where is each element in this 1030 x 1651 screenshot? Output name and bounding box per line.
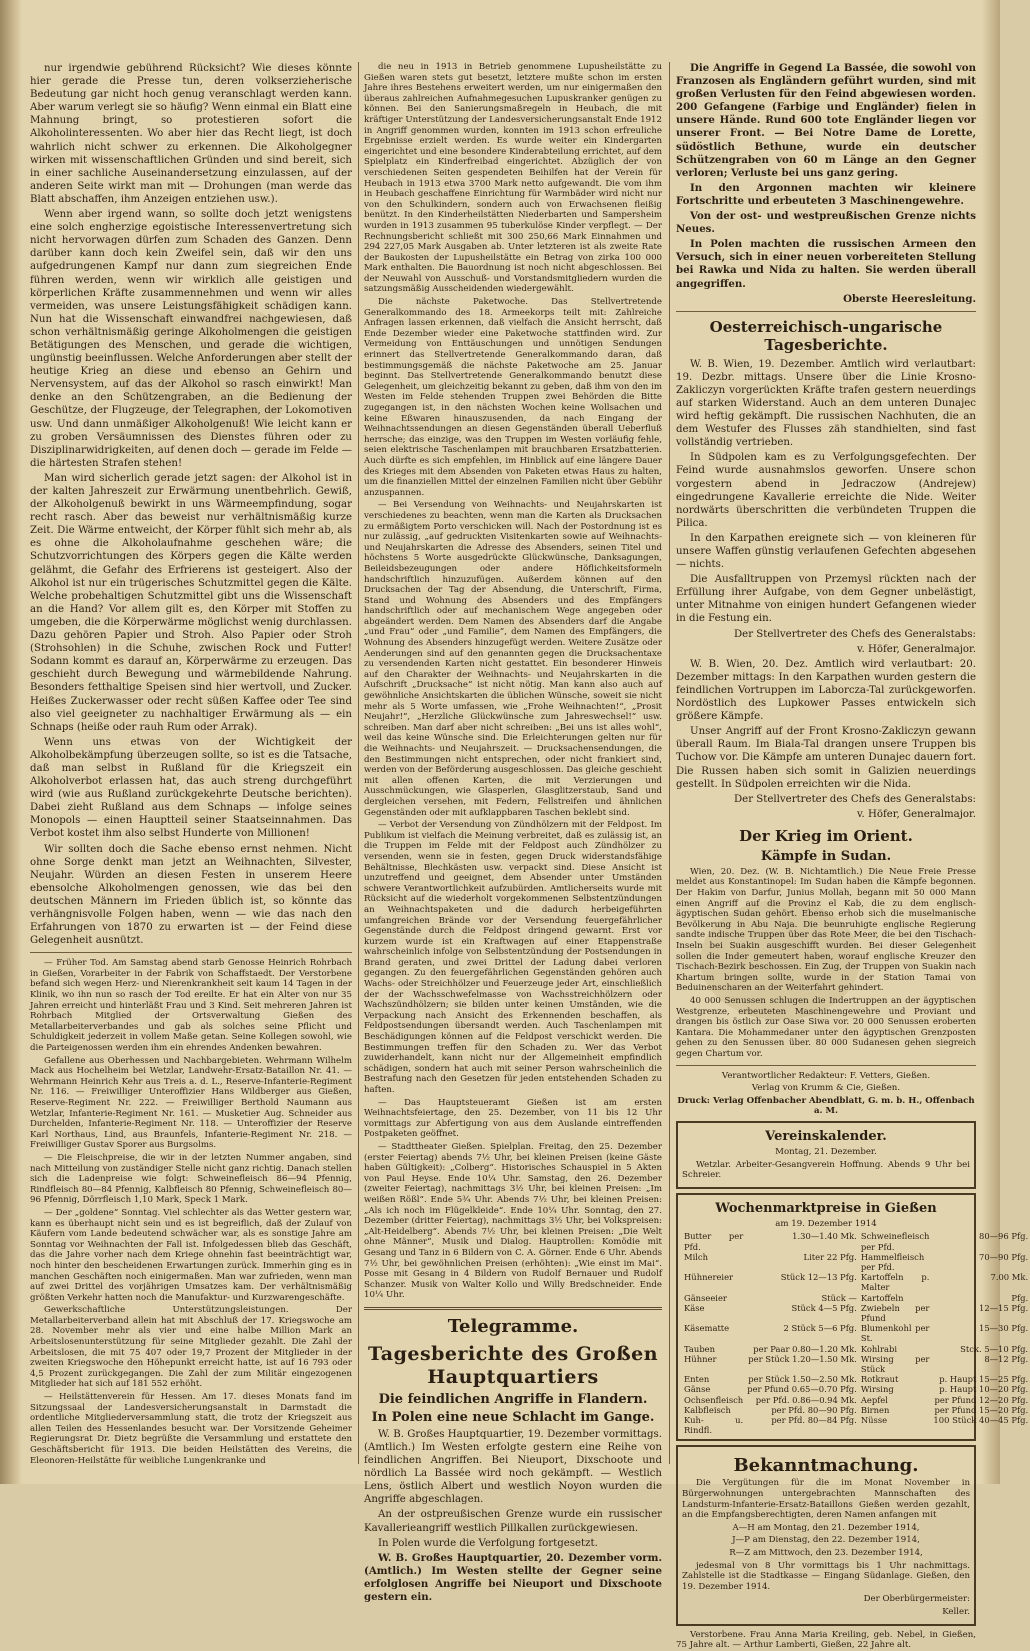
report-paragraph: In den Karpathen ereignete sich — von kleineren für unsere Waffen günstig verlaufenen Gefechten abgesehen — nichts. bbox=[676, 532, 976, 571]
market-price-row bbox=[682, 1252, 1030, 1272]
announcement-line: J—P am Dienstag, den 22. Dezember 1914, bbox=[732, 1535, 920, 1546]
report-paragraph: Wien, 20. Dez. (W. B. Nichtamtlich.) Die Neue Freie Presse meldet aus Konstantinopel: Im Sudan haben die Kämpfe begonnen. Der Hakim von Darfur, Junius Mollah, begann mit 50 000 Mann einen Angriff auf die Provinz el Kab, die zu dem englisch-ägyptischen Sudan gehört. Ebenso erhob sich die muselmanische Bevölkerung in Abu Naja. Die beunruhigte englische Regierung sandte indische Truppen über das Rote Meer, die bei den Tischach-Inseln bei Suakin ausgeschifft wurden. Bei dieser Gelegenheit sollen die Inder gemeutert haben, worauf englische Kreuzer den Tischach-Bezirk beschossen. Ein Zug, der Truppen von Suakin nach Khartum bringen sollte, wurde in der Station Tamai von Beduinenscharen an der Weiterfahrt gehindert. bbox=[676, 866, 976, 994]
market-item: Ochsenfleisch bbox=[684, 1394, 744, 1405]
market-price-row bbox=[682, 1344, 1030, 1354]
club-calendar-box bbox=[676, 1121, 976, 1189]
signature: v. Höfer, Generalmajor. bbox=[856, 808, 976, 820]
headquarters-heading: Tagesberichte des Großen Hauptquartiers bbox=[367, 1342, 659, 1388]
announcement-signature: Der Oberbürgermeister: bbox=[863, 1594, 970, 1605]
signature: Der Stellvertreter des Chefs des Generalstabs: bbox=[734, 793, 976, 805]
column-1 bbox=[30, 62, 352, 1466]
market-item: Wirsing bbox=[860, 1384, 894, 1395]
imprint-editor: Verantwortlicher Redakteur: F. Vetters, Gießen. bbox=[721, 1070, 931, 1081]
market-price: per Pfd. 0.86—0.94 Mk. bbox=[755, 1394, 857, 1405]
market-item: Rotkraut bbox=[860, 1374, 899, 1385]
market-item: Wirsing per Stück bbox=[860, 1353, 930, 1374]
market-price: 15—30 Pfg. bbox=[979, 1323, 1029, 1334]
market-price-row bbox=[682, 1405, 1030, 1415]
market-price-row bbox=[682, 1415, 1030, 1435]
column-rule bbox=[669, 62, 670, 1464]
market-item: Käse bbox=[684, 1302, 705, 1313]
telegrams-heading: Telegramme. bbox=[447, 1315, 579, 1337]
report-paragraph: W. B. Wien, 20. Dez. Amtlich wird verlautbart: 20. Dezember mittags: In den Karpathen wurden gestern die feindlichen Vortruppen im Laborcza-Tal zurückgeworfen. Nordöstlich des Lupkower Passes entwickeln sich größere Kämpfe. bbox=[676, 658, 976, 723]
market-price: 12—15 Pfg. bbox=[979, 1302, 1029, 1313]
market-price: per Pfd. 80—84 Pfg. bbox=[771, 1414, 857, 1425]
market-prices-box bbox=[676, 1193, 1029, 1442]
news-item: — Die Fleischpreise, die wir in der letzten Nummer angaben, sind nach Mitteilung von zuständiger Stelle nicht ganz richtig. Danach stellen sich die Ladenpreise wie folgt: Schweinefleisch 86—94 Pfennig, Rindfleisch 80—84 Pfennig, Kalbfleisch 80 Pfennig, Schweinefleisch 80—96 Pfennig, Dörrfleisch 1,10 Mark, Speck 1 Mark. bbox=[30, 1152, 352, 1206]
market-price: p. Haupt 10—20 Pfg. bbox=[939, 1384, 1029, 1395]
austria-hungary-heading: Oesterreichisch-ungarische Tagesberichte. bbox=[709, 317, 943, 354]
market-price: 70—90 Pfg. bbox=[979, 1251, 1029, 1262]
market-item: Aepfel bbox=[860, 1394, 888, 1405]
news-item: — Heilstättenverein für Hessen. Am 17. dieses Monats fand im Sitzungssaal der Landesversicherungsanstalt in Darmstadt die ordentliche Mitgliederversammlung statt, die trotz der Kriegszeit aus allen Teilen des Hessenlandes besucht war. Der Vorsitzende Geheimer Regierungsrat Dr. Dietz begrüßte die Versammlung und erstattete den Geschäftsbericht für 1913. Die beiden Heilstätten des Vereins, die Eleonoren-Heilstätte für weibliche Lungenkranke und bbox=[30, 1392, 352, 1466]
column-rule bbox=[358, 62, 359, 1464]
market-price: Stück 12—13 Pfg. bbox=[780, 1272, 857, 1283]
report-paragraph: In Polen machten die russischen Armeen den Versuch, sich in einer neuen vorbereiteten Stellung bei Rawka und Nida zu halten. Sie werden überall angegriffen. bbox=[676, 238, 976, 290]
market-item: Milch bbox=[684, 1251, 709, 1262]
report-paragraph: Unser Angriff auf der Front Krosno-Zakliczyn gewann überall Raum. Im Biala-Tal drangen unsere Truppen bis Tuchow vor. Die Kämpfe am unteren Dunajec dauern fort. Die Russen haben sich somit in Galizien neuerdings gestellt. In Südpolen erreichten wir die Nida. bbox=[676, 726, 976, 790]
market-item: Gänse bbox=[684, 1384, 711, 1395]
club-calendar-title: Vereinskalender. bbox=[765, 1128, 887, 1144]
report-paragraph: Die Angriffe in Gegend La Bassée, die sowohl von Franzosen als Engländern geführt wurden, sind mit großen Verlusten für den Feind abgewiesen worden. 200 Gefangene (Farbige und Engländer) fielen in unsere Hände. Rund 600 tote Engländer liegen vor unserer Front. — Bei Notre Dame de Lorette, südöstlich Bethune, wurde ein deutscher Schützengraben von 60 m Länge an den Gegner verloren; Verluste bei uns ganz gering. bbox=[676, 62, 976, 179]
news-item: — Früher Tod. Am Samstag abend starb Genosse Heinrich Rohrbach in Gießen, Vorarbeiter in der Fabrik von Schaffstaedt. Der Verstorbene befand sich wegen Herz- und Nierenkrankheit seit kaum 14 Tagen in der Klinik, wo ihn nun so rasch der Tod ereilte. Er hat ein Alter von nur 35 Jahren erreicht und hinterläßt Frau und 3 Kind. Seit mehreren Jahren ist Rohrbach Mitglied der Ortsverwaltung Gießen des Metallarbeiterverbandes und gab als solches seine Pflicht und Schuldigkeit jederzeit in vollem Maße getan. Seine Kollegen sowohl, wie die Parteigenossen werden ihm ein ehrendes Andenken bewahren. bbox=[30, 958, 352, 1054]
report-paragraph: In Südpolen kam es zu Verfolgungsgefechten. Der Feind wurde ausnahmslos geworfen. Unsere schon vorgestern abend in Jedraczow (Andrejew) eingedrungene Kavallerie erreichte die Nide. Weiter nordwärts überschritten die verbündeten Truppen die Pilica. bbox=[676, 452, 976, 529]
market-price: 7.00 Mk. bbox=[990, 1272, 1029, 1283]
subheading: In Polen eine neue Schlacht im Gange. bbox=[371, 1409, 655, 1425]
article-paragraph: nur irgendwie gebührend Rücksicht? Wie dieses könnte hier gerade die Presse tun, deren volkserzieherische Bedeutung gar nicht hoch genug veranschlagt werden kann. Aber warum verlegt sie so häufig? Wenn einmal ein Blatt eine Mahnung bringt, so protestieren sofort die Alkoholinteressenten. Wo aber hier das Recht liegt, ist doch wahrlich nicht schwer zu erkennen. Die Alkoholgegner wirken mit wissenschaftlichen Gründen und sind bereit, sich in einer sachliche Auseinandersetzung einzulassen, auf der anderen Seite wirkt man mit — Drohungen (man werde das Blatt abschaffen, ihm Anzeigen entziehen usw.). bbox=[30, 63, 352, 205]
market-price: per Stück 1.20—1.50 Mk. bbox=[748, 1353, 857, 1364]
news-item: — Der „goldene“ Sonntag. Viel schlechter als das Wetter gestern war, kann es überhaupt nicht sein und es ist begreiflich, daß der Zulauf von Käufern vom Lande bedeutend schwächer war, als es sonstige Jahre am Sonntag vor Weihnachten der Fall ist. Infolgedessen blieb das Geschäft, das die Jahre vorher nach dem Kriege ohnehin fast beeinträchtigt war, noch hinter den bescheidenen Erwartungen zurück. Immerhin ging es in manchen Geschäften noch einigermaßen. Man war zufrieden, wenn man auf zwei Drittel des vorjährigen Umsatzes kam. Der verhältnismäßig größten Verkehr hatten noch die Manufaktur- und Kurzwarengeschäfte. bbox=[30, 1207, 352, 1303]
announcement-signature: Keller. bbox=[942, 1606, 970, 1617]
market-price: per Pfd. 80—90 Pfg. bbox=[771, 1404, 857, 1415]
market-item: Enten bbox=[684, 1374, 710, 1385]
article-paragraph: Wir sollten doch die Sache ebenso ernst nehmen. Nicht ohne Sorge denkt man jetzt an Weihnachten, Silvester, Neujahr. Würden an diesen Festen in unserem Heere ebensolche Alkoholmengen genossen, wie das bei den deutschen Männern im Frieden üblich ist, so könnte das verhängnisvolle Folgen haben, wenn — wie das nach den Erfahrungen von 1870 zu erwarten ist — der Feind diese Gelegenheit ausnützt. bbox=[30, 843, 352, 947]
market-price: Pfg. bbox=[1011, 1292, 1029, 1303]
market-item: Kuh- u. Rindfl. bbox=[684, 1414, 744, 1436]
market-price: 80—96 Pfg. bbox=[979, 1231, 1029, 1242]
subheading: Die feindlichen Angriffe in Flandern. bbox=[378, 1391, 648, 1407]
market-item: Hühnereier bbox=[684, 1272, 734, 1283]
news-item: — Stadttheater Gießen. Spielplan. Freitag, den 25. Dezember (erster Feiertag) abends 7½ Uhr, bei kleinen Preisen (keine Gäste haben Gültigkeit): „Colberg“. Historisches Schauspiel in 5 Akten von Paul Heyse. Ende 10¼ Uhr. Samstag, den 26. Dezember (zweiter Feiertag), nachmittags 3½ Uhr, bei kleinen Preisen: „Im weißen Rößl“. Ende 5¾ Uhr. Abends 7½ Uhr, bei kleinen Preisen: „Als ich noch im Flügelkleide“. Ende 10¼ Uhr. Sonntag, den 27. Dezember (dritter Feiertag), nachmittags 3½ Uhr, bei Volkspreisen: „Alt-Heidelberg“. Abends 7½ Uhr, bei kleinen Preisen: „Die Welt ohne Männer“, Musik und Dialog. Hauptrollen: Komödie mit Gesang und Tanz in 6 Bildern von C. A. Görner. Ende 6 Uhr. Abends 7½ Uhr, bei gewöhnlichen Preisen (erhöhten): „Wie einst im Mai“. Posse mit Gesang in 4 Bildern von Rudolf Bernauer und Rudolf Schanzer. Musik von Walter Kollo und Willy Bredschneider. Ende 10¼ Uhr. bbox=[364, 1141, 662, 1301]
report-paragraph: In den Argonnen machten wir kleinere Fortschritte und erbeuteten 3 Maschinengewehre. bbox=[676, 181, 976, 207]
market-item: Kartoffeln p. Malter bbox=[860, 1272, 930, 1293]
imprint-publisher: Verlag von Krumm & Cie, Gießen. bbox=[751, 1083, 901, 1094]
article-paragraph: Man wird sicherlich gerade jetzt sagen: der Alkohol ist in der kalten Jahreszeit zur Erwärmung unentbehrlich. Gewiß, der Alkoholgenuß bewirkt in uns Wärmeempfindung, sogar recht rasch. Aber das beweist nur verhältnismäßig kurze Zeit. Die Wärme entweicht, der Körper fühlt sich mehr ab, als es ohne die Alkoholaufnahme geschehen wäre; die Schutzvorrichtungen des Körpers gegen die Kälte werden gelähmt, die Gefahr des Erfrierens ist gesteigert. Also der Alkohol ist nur ein trügerisches Schutzmittel gegen die Kälte. Welche probehaltigen Schutzmittel gibt uns die Wissenschaft an die Hand? Vor allem gilt es, den Körper mit Stoffen zu umgeben, die die Körperwärme möglichst wenig durchlassen. Dazu gehören Papier und Stroh. Also Papier oder Stroh (Strohsohlen) in die Schuhe, zwischen Rock und Futter! Sodann kommt es darauf an, Körperwärme zu erzeugen. Das geschieht durch Bewegung und wärmebildende Nahrung. Besonders fetthaltige Speisen sind hier wertvoll, und Zucker. Heißes Zuckerwasser oder recht süßen Kaffee oder Tee sind also viel geeigneter zu nachhaltiger Erwärmung als — ein Schnaps (heiße oder rauh Rum oder Arrak). bbox=[30, 472, 352, 733]
deaths-notice: Verstorbene. Frau Anna Maria Kreiling, geb. Nebel, in Gießen, 75 Jahre alt. — Arthur Lamberti, Gießen, 22 Jahre alt. bbox=[676, 1629, 976, 1651]
market-item: Tauben bbox=[684, 1343, 716, 1354]
club-calendar-date: Montag, 21. Dezember. bbox=[775, 1146, 877, 1157]
market-item: Nüsse bbox=[860, 1414, 888, 1425]
subheading: Kämpfe in Sudan. bbox=[760, 848, 892, 864]
market-price: Stück 4—5 Pfg. bbox=[791, 1302, 857, 1313]
news-item: Gewerkschaftliche Unterstützungsleistungen. Der Metallarbeiterverband allein hat mit Abschluß der 17. Kriegswoche am 28. November mehr als vier und eine halbe Million Mark an Arbeitslosenunterstützung für seine Mitglieder gezahlt. Die Zahl der Arbeitslosen, die mit 75 407 oder 19,7 Prozent der Mitglieder in der zweiten Kriegswoche den Höhepunkt erreicht hatte, ist auf 16 793 oder 4,5 Prozent zurückgegangen. Die Zahl der zum Militär eingezogenen Mitglieder hat sich auf 181 552 erhöht. bbox=[30, 1305, 352, 1390]
column-3 bbox=[676, 62, 1029, 1651]
market-price: Liter 22 Pfg. bbox=[803, 1251, 857, 1262]
imprint-printer: Druck: Verlag Offenbacher Abendblatt, G. m. b. H., Offenbach a. M. bbox=[677, 1095, 975, 1117]
news-item: die neu in 1913 in Betrieb genommene Lupusheilstätte zu Gießen waren stets gut besetzt, letztere mußte schon im ersten Jahre ihres Bestehens erweitert werden, um nur einigermaßen den überaus zahlreichen Aufnahmegesuchen Lupuskranker genügen zu können. Bei den Sanierungsmaßregeln in Heubach, die mit kräftiger Unterstützung der Landesversicherungsanstalt Ende 1912 in Angriff genommen wurden, konnten im 1913 schon erfreuliche Ergebnisse erzielt werden. Es wurde weiter ein Kindergarten eingerichtet und eine besondere Kinderabteilung errichtet, auf dem Spielplatz ein Kinderfreibad eingerichtet. Abzüglich der von verschiedenen Seiten gespendeten Beihilfen hat der Verein für Heubach in 1913 etwa 3700 Mark netto aufgewandt. Die vom ihm in Heubach geschaffene Einrichtung für Warmbäder wird nicht nur von den Schulkindern, sondern auch von Erwachsenen fleißig benützt. In den Kinderheilstätten Niederbarten und Sampersheim wurden in 1913 zusammen 95 tuberkulöse Kinder verpflegt. — Der Rechnungsbericht schließt mit 300 250,66 Mark Einnahmen und 294 227,05 Mark Ausgaben ab. Unter letzteren ist als zweite Rate der Baukosten der Lupusheilstätte ein Betrag von zirka 100 000 Mark enthalten. Die Bauordnung ist noch nicht abgeschlossen. Bei der Neuwahl von Ausschuß- und Vorstandsmitgliedern wurden die satzungsmäßig Ausscheidenden wiedergewählt. bbox=[364, 62, 662, 295]
market-price: 1.30—1.40 Mk. bbox=[792, 1231, 857, 1242]
signature: Oberste Heeresleitung. bbox=[843, 292, 976, 305]
market-item: Blumenkohl per St. bbox=[860, 1323, 930, 1344]
signature: Der Stellvertreter des Chefs des Generalstabs: bbox=[734, 628, 976, 640]
report-paragraph: W. B. Wien, 19. Dezember. Amtlich wird verlautbart: 19. Dezbr. mittags. Unsere über die Linie Krosno-Zakliczyn vorgerückten Kräfte trafen gestern neuerdings auf starken Widerstand. Auch an dem unteren Dunajec wird heftig gekämpft. Die russischen Nachhuten, die an dem Westufer des Flusses zäh standhielten, sind fast vollständig vertrieben. bbox=[676, 358, 976, 449]
market-item: Birnen bbox=[860, 1404, 890, 1415]
market-item: Schweinefleisch per Pfd. bbox=[860, 1231, 930, 1252]
market-price-row bbox=[682, 1354, 1030, 1374]
announcement-box bbox=[676, 1445, 976, 1625]
market-item: Kartoffeln bbox=[860, 1292, 904, 1303]
market-price-row bbox=[682, 1374, 1030, 1384]
news-item: Die nächste Paketwoche. Das Stellvertretende Generalkommando des 18. Armeekorps teilt mit: Zahlreiche Anfragen lassen erkennen, daß vielfach die Ansicht herrscht, daß Ende Dezember wieder eine Paketwoche stattfinden wird. Zur Vermeidung von Enttäuschungen und unnötigen Sendungen erinnert das Stellvertretende Generalkommando daran, daß bestimmungsgemäß die nächste Paketwoche am 25. Januar beginnt. Das Stellvertretende Generalkommando benutzt diese Gelegenheit, um gleichzeitig bekannt zu geben, daß ihm von den im Westen im Felde stehenden Truppen zwei Behörden die Bitte zugegangen ist, in den nächsten Wochen keine Wollsachen und keine Eßwaren hinauszusenden, da nach Eingang der Weihnachtssendungen an diesen Gegenständen überall Ueberfluß herrsche; das einzige, was den Truppen im Westen vorläufig fehle, seien elektrische Taschenlampen mit brauchbaren Ersatzbatterien. Auch dürfte es sich empfehlen, im Hinblick auf eine längere Dauer des Krieges mit dem Absenden von Paketen etwas Haus zu halten, um die finanziellen Mittel der einzelnen Familien nicht über Gebühr anzuspannen. bbox=[364, 297, 662, 498]
market-price: p. Haupt 15—25 Pfg. bbox=[939, 1374, 1029, 1385]
report-paragraph: Die Ausfalltruppen von Przemysl rückten nach der Erfüllung ihrer Aufgabe, von dem Gegner unbelästigt, unter Mitnahme von einigen hundert Gefangenen wieder in die Festung ein. bbox=[676, 574, 976, 625]
column-2 bbox=[364, 62, 662, 1603]
report-paragraph: An der ostpreußischen Grenze wurde ein russischer Kavallerieangriff westlich Pillkallen zurückgewiesen. bbox=[364, 1509, 662, 1534]
market-price: per Paar 0.80—1.20 Mk. bbox=[753, 1343, 857, 1354]
market-price: Stück — bbox=[821, 1292, 857, 1303]
market-price: Stck. 5—10 Pfg. bbox=[960, 1343, 1029, 1354]
report-paragraph: 40 000 Senussen schlugen die Indertruppen an der ägyptischen Westgrenze, erbeuteten Maschinengewehre und Proviant und drangen bis östlich zur Oase Siwa vor. 20 000 Senussen eroberten Kantara. Die Mohammedaner unter den ägyptischen Grenzposten gehen zu den Senussen über. 80 000 Sudanesen gehen siegreich gegen Chartum vor. bbox=[676, 996, 976, 1059]
report-paragraph: W. B. Großes Hauptquartier, 20. Dezember vorm. (Amtlich.) Im Westen stellte der Gegner seine erfolglosen Angriffe bei Nieuport und Dixschoote gestern ein. bbox=[364, 1551, 662, 1603]
club-calendar-entry: Wetzlar. Arbeiter-Gesangverein Hoffnung. Abends 9 Uhr bei Schreier. bbox=[682, 1159, 970, 1181]
market-price-row bbox=[682, 1272, 1030, 1292]
market-item: Hammelfleisch per Pfd. bbox=[860, 1251, 925, 1272]
market-price-row bbox=[682, 1303, 1030, 1323]
market-item: Hühner bbox=[684, 1353, 717, 1364]
market-price: 100 Stück 40—45 Pfg. bbox=[933, 1414, 1029, 1425]
market-item: Gänseeier bbox=[684, 1292, 727, 1303]
market-price-row bbox=[682, 1384, 1030, 1394]
news-item: — Das Hauptsteueramt Gießen ist am ersten Weihnachtsfeiertage, den 25. Dezember, von 11 bis 12 Uhr vormittags zur Abfertigung von aus dem Auslande eintreffenden Postpaketen geöffnet. bbox=[364, 1097, 662, 1140]
market-prices-table bbox=[682, 1231, 1030, 1435]
announcement-line: R—Z am Mittwoch, den 23. Dezember 1914, bbox=[729, 1547, 923, 1558]
divider bbox=[30, 952, 352, 953]
market-price: 8—12 Pfg. bbox=[984, 1353, 1029, 1364]
market-price: 2 Stück 5—6 Pfg. bbox=[783, 1323, 857, 1334]
news-item: Gefallene aus Oberhessen und Nachbargebieten. Wehrmann Wilhelm Mack aus Hochelheim bei Wetzlar, Landwehr-Ersatz-Bataillon Nr. 41. — Wehrmann Heinrich Kehr aus Treis a. d. L., Reserve-Infanterie-Regiment Nr. 116. — Freiwilliger Unteroffizier Hans Wildberger aus Gießen, Reserve-Regiment Nr. 222. — Freiwilliger Berthold Naumann aus Wetzlar, Infanterie-Regiment Nr. 161. — Musketier Aug. Schneider aus Durchelden, Infanterie-Regiment Nr. 118. — Unteroffizier der Reserve Karl Northaus, Lind, aus Braunfels, Infanterie-Regiment Nr. 218. — Freiwilliger Gustav Sporer aus Burgsolms. bbox=[30, 1055, 352, 1151]
page-edge-shadow bbox=[0, 0, 22, 1484]
report-paragraph: In Polen wurde die Verfolgung fortgesetzt. bbox=[378, 1537, 598, 1549]
article-paragraph: Wenn aber irgend wann, so sollte doch jetzt wenigstens eine solch engherzige egoistische Interessenvertretung sich nicht hervorwagen dürfen zum Schaden des Ganzen. Denn darüber kann doch kein Zweifel sein, daß wir den uns aufgedrungenen Kampf nur dann zum siegreichen Ende führen werden, wenn wir wirklich alle geistigen und körperlichen Kräfte zusammennehmen und wenn wir alles vermeiden, was unsere Leistungsfähigkeit schädigen kann. Nun hat die Wissenschaft einwandfrei nachgewiesen, daß schon verhältnismäßig geringe Alkoholmengen die geistigen Betätigungen des Menschen, und gerade die wichtigen, ungünstig beeinflussen. Welche Anforderungen aber stellt der heutige Krieg an diese und ebenso an Gehirn und Nervensystem, auf das der Alkohol so rasch einwirkt! Man denke an den Schützengraben, an die Bedienung der Geschütze, der Flugzeuge, der Telegraphen, der Lokomotiven usw. Und dann unmäßiger Alkoholgenuß! Wie leicht kann er zu groben Versäumnissen des Dienstes führen oder zu Disziplinarwidrigkeiten, auf denen doch — gerade im Felde — die härtesten Strafen stehen! bbox=[30, 209, 352, 469]
announcement-text: jedesmal von 8 Uhr vormittags bis 1 Uhr nachmittags. Zahlstelle ist die Stadtkasse — Eingang Südanlage. Gießen, den 19. Dezember 1914. bbox=[682, 1560, 970, 1592]
market-item: Kalbfleisch bbox=[684, 1404, 731, 1415]
market-price-row bbox=[682, 1323, 1030, 1343]
divider bbox=[676, 311, 976, 312]
article-paragraph: Wenn uns etwas von der Wichtigkeit der Alkoholbekämpfung überzeugen sollte, so ist es die Tatsache, daß man selbst in Rußland für die Kriegszeit ein Alkoholverbot erlassen hat, das auch streng durchgeführt wird (wie aus Rußland zurückgekehrte Deutsche berichten). Dabei zieht Rußland aus dem Schnaps — infolge seines Monopols — einen Hauptteil seiner Staatseinnahmen. Das Verbot kostet ihm also selbst Hunderte von Millionen! bbox=[30, 736, 352, 840]
announcement-title: Bekanntmachung. bbox=[733, 1455, 919, 1477]
market-item: Käsematte bbox=[684, 1323, 730, 1334]
market-price: per Pfund 0.65—0.70 Pfg. bbox=[747, 1384, 857, 1395]
market-price-row bbox=[682, 1231, 1030, 1251]
market-price: per Stück 1.50—2.50 Mk. bbox=[748, 1374, 857, 1385]
announcement-text: Die Vergütungen für die im Monat November in Bürgerwohnungen untergebrachten Mannschaften des Landsturm-Infanterie-Ersatz-Bataillons Gießen werden gezahlt, an die Empfangsberechtigten, deren Namen anfangen mit bbox=[682, 1478, 970, 1521]
market-item: Zwiebeln per Pfund bbox=[860, 1302, 930, 1323]
market-prices-date: am 19. Dezember 1914 bbox=[775, 1218, 877, 1229]
market-price: per Pfund 15—20 Pfg. bbox=[934, 1404, 1029, 1415]
divider bbox=[364, 1307, 662, 1310]
report-paragraph: W. B. Großes Hauptquartier, 19. Dezember vormittags. (Amtlich.) Im Westen erfolgte gestern eine Reihe von feindlichen Angriffen. Bei Nieuport, Dixschoote und nördlich La Bassée wird noch gekämpft. — Westlich Lens, östlich Albert und westlich Noyon wurden die Angriffe abgeschlagen. bbox=[364, 1428, 662, 1506]
market-price-row bbox=[682, 1395, 1030, 1405]
report-paragraph: Von der ost- und westpreußischen Grenze nichts Neues. bbox=[676, 210, 976, 236]
market-item: Butter per Pfd. bbox=[684, 1231, 744, 1252]
signature: v. Höfer, Generalmajor. bbox=[856, 643, 976, 655]
divider bbox=[676, 1065, 976, 1066]
news-item: — Verbot der Versendung von Zündhölzern mit der Feldpost. Im Publikum ist vielfach die Meinung verbreitet, daß es zulässig ist, an die Truppen im Felde mit der Feldpost auch Zündhölzer zu versenden, wenn sie in festen, gegen Druck widerstandsfähige Behältnisse, Blechkästen usw. verpackt sind. Diese Ansicht ist unzutreffend und geeignet, dem Absender unter Umständen schwere Verantwortlichkeit aufzubürden. Amtlicherseits wurde mit Rücksicht auf die wiederholt vorgekommenen Selbstentzündungen an Weihnachtspaketen und die dadurch herbeigeführten umfangreichen Brände vor der Versendung feuergefährlicher Gegenstände durch die Feldpost dringend gewarnt. Erst vor kurzem wurde ist ein Kraftwagen auf einer Etappenstraße wahrscheinlich infolge von Selbstentzündung der Postsendungen in Brand geraten, und zwei Drittel der Ladung dabei verloren gegangen. Zu den feuergefährlichen Gegenständen gehören auch Wachs- oder Streichhölzer und Feuerzeuge jeder Art, einschließlich der der Wachsschwefelmasse von Wachsstreichhölzern oder Wachszündhölzern; sie bilden unter keinen Umständen, wie die Verpackung nach Ansicht des Erkennenden beschaffen, als Feldpostsendungen übersandt werden. Auch Taschenlampen mit Beschädigungen können auf die Feldpost verschickt werden. Die Bestimmungen treffen für den Schaden zu. Wer das Verbot zuwiderhandelt, kann nicht nur der Allgemeinheit empfindlich schädigen, sondern hat auch mit seiner Person wahrscheinlich die Bestrafung nach den Gesetzen für jeden entstehenden Schaden zu haften. bbox=[364, 820, 662, 1095]
orient-heading: Der Krieg im Orient. bbox=[739, 826, 913, 845]
market-price-row bbox=[682, 1293, 1030, 1303]
market-prices-title: Wochenmarktpreise in Gießen bbox=[715, 1200, 937, 1216]
market-price: per Pfund 12—20 Pfg. bbox=[934, 1394, 1029, 1405]
news-item: — Bei Versendung von Weihnachts- und Neujahrskarten ist verschiedenes zu beachten, wenn man die Karten als Drucksachen zu ermäßigtem Porto verschicken will. Nach der Postordnung ist es nur zulässig, „auf gedruckten Visitenkarten sowie auf Weihnachts- und Neujahrskarten die Adresse des Absenders, seinen Titel und höchstens 5 Worte ausgedrückte Glückwünsche, Danksagungen, Beileidsbezeugungen oder andere Höflichkeitsformeln handschriftlich hinzuzufügen. Außerdem können auf den Drucksachen der Tag der Absendung, die Unterschrift, Firma, Stand und Wohnung des Absenders und des Empfängers handschriftlich oder auf mechanischem Wege angegeben oder abgeändert werden. Dem Namen des Absenders darf die Angabe „und Frau“ oder „und Familie“, dem Namen des Empfängers, die Wohnung des Absenders hinzugefügt werden. Weitere Zusätze oder Aenderungen sind auf den genannten gegen die Drucksachentaxe zu versendenden Karten nicht gestattet. Ein besonderer Hinweis auf den Charakter der Weihnachts- und Neujahrskarten in die Aufschrift „Drucksache“ ist nicht nötig. Man kann also auch auf gewöhnliche Ansichtskarten die üblichen Wünsche, soweit sie nicht mehr als 5 Worte umfassen, wie „Frohe Weihnachten!“, „Prosit Neujahr!“, „Herzliche Glückwünsche zum Jahreswechsel!“ usw. schreiben. Man darf aber nicht schreiben: „Bei uns ist alles wohl“, weil das keine Wünsche sind. Die Erleichterungen gelten nur für die Weihnachts- und Neujahrszeit. — Drucksachensendungen, die den Bestimmungen nicht entsprechen, oder nicht frankiert sind, werden von der Beförderung ausgeschlossen. Das gleiche geschieht mit allen offenen Karten, die mit Verzierungen und Ausschmückungen, wie Glasperlen, Glasglitzerstaub, Sand und dergleichen versehen, mit Federn, Fellstreifen und ähnlichen Gegenständen oder mit aufklappbaren Taschen beklebt sind. bbox=[364, 500, 662, 818]
market-item: Kohlrabi bbox=[860, 1343, 898, 1354]
announcement-line: A—H am Montag, den 21. Dezember 1914, bbox=[732, 1522, 920, 1533]
